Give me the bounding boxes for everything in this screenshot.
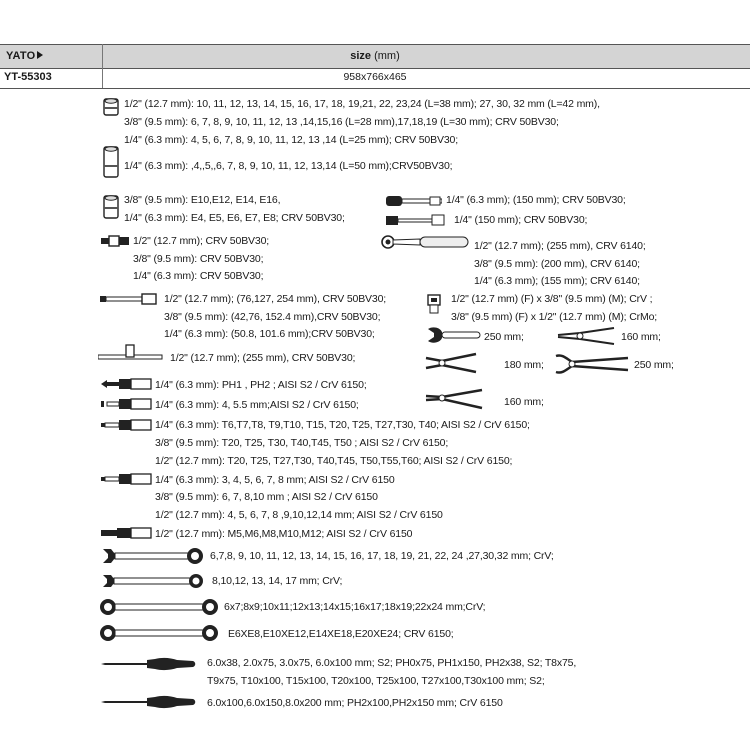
ratchet-spec-3: 1/4" (6.3 mm); (155 mm); CRV 6140; [474, 275, 640, 287]
ratchet-spec-1: 1/2" (12.7 mm); (255 mm), CRV 6140; [474, 240, 646, 252]
diagonal-cutters-icon [424, 386, 484, 410]
socket-spec-line-1: 1/2" (12.7 mm): 10, 11, 12, 13, 14, 15, 16, 17, 18, 19,21, 22, 23,24 (L=38 mm); 27, 30, 32 mm (L=42 mm), [124, 98, 600, 110]
reducer-spec-1: 1/2" (12.7 mm) (F) x 3/8" (9.5 mm) (M); CrV ; [451, 293, 653, 305]
extension-spec-1: 1/2" (12.7 mm); (76,127, 254 mm), CRV 50BV30; [164, 293, 387, 305]
header-bottom-rule [0, 88, 750, 89]
model-code: YT-55303 [4, 71, 52, 83]
torx-ring-wrench-spec: E6XE8,E10XE12,E14XE18,E20XE24; CRV 6150; [228, 628, 454, 640]
torx-bit-spec-1: 1/4" (6.3 mm): T6,T7,T8, T9,T10, T15, T20, T25, T27,T30, T40; AISI S2 / CrV 6150; [155, 419, 530, 431]
ratcheting-wrench-icon [101, 573, 205, 589]
torx-bit-spec-2: 3/8" (9.5 mm): T20, T25, T30, T40,T45, T50 ; AISI S2 / CrV 6150; [155, 437, 449, 449]
torx-socket-spec-1: 3/8" (9.5 mm): E10,E12, E14, E16, [124, 194, 281, 206]
reducer-adapter-icon [426, 294, 442, 316]
sliding-bar-spec: 1/4" (150 mm); CRV 50BV30; [454, 214, 588, 226]
adapter-spec-3: 1/4" (6.3 mm): CRV 50BV30; [133, 270, 264, 282]
torx-bit-socket-icon [101, 418, 153, 432]
extension-spec-3: 1/4" (6.3 mm): (50.8, 101.6 mm);CRV 50BV30; [164, 328, 375, 340]
hex-bit-spec-2: 3/8" (9.5 mm): 6, 7, 8,10 mm ; AISI S2 / CrV 6150 [155, 491, 378, 503]
t-bar-icon [98, 343, 164, 367]
size-label: size [350, 50, 372, 62]
long-screwdriver-spec: 6.0x100,6.0x150,8.0x200 mm; PH2x100,PH2x150 mm; CrV 6150 [207, 697, 503, 709]
torx-socket-spec-2: 1/4" (6.3 mm): E4, E5, E6, E7, E8; CRV 50BV30; [124, 212, 345, 224]
hex-bit-spec-1: 1/4" (6.3 mm): 3, 4, 5, 6, 7, 8 mm; AISI S2 / CrV 6150 [155, 474, 395, 486]
combination-pliers-spec: 180 mm; [504, 359, 544, 371]
spline-bit-spec: 1/2" (12.7 mm): M5,M6,M8,M10,M12; AISI S2 / CrV 6150 [155, 528, 413, 540]
adapter-spec-1: 1/2" (12.7 mm); CRV 50BV30; [133, 235, 270, 247]
needle-pliers-spec: 160 mm; [621, 331, 661, 343]
socket-spec-line-3: 1/4" (6.3 mm): 4, 5, 6, 7, 8, 9, 10, 11, 12, 13 ,14 (L=25 mm); CRV 50BV30; [124, 134, 458, 146]
water-pump-pliers-icon [554, 352, 630, 376]
header-mid-rule [0, 68, 750, 69]
diagonal-cutters-spec: 160 mm; [504, 396, 544, 408]
ratchet-icon [380, 234, 470, 250]
socket-icon [103, 97, 119, 117]
screwdriver-spec-2: T9x75, T10x100, T15x100, T20x100, T25x100, T27x100,T30x100 mm; S2; [207, 675, 545, 687]
screwdriver-spec-1: 6.0x38, 2.0x75, 3.0x75, 6.0x100 mm; S2; PH0x75, PH1x150, PH2x38, S2; T8x75, [207, 657, 577, 669]
combination-wrench-icon [101, 546, 205, 566]
torx-socket-icon [103, 194, 119, 220]
long-screwdriver-icon [101, 693, 197, 711]
hex-bit-spec-3: 1/2" (12.7 mm): 4, 5, 6, 7, 8 ,9,10,12,14 mm; AISI S2 / CrV 6150 [155, 509, 443, 521]
socket-spec-line-2: 3/8" (9.5 mm): 6, 7, 8, 9, 10, 11, 12, 13 ,14,15,16 (L=28 mm),17,18,19 (L=30 mm); CRV 50BV30; [124, 116, 559, 128]
torx-bit-spec-3: 1/2" (12.7 mm): T20, T25, T27,T30, T40,T45, T50,T55,T60; AISI S2 / CrV 6150; [155, 455, 513, 467]
needle-nose-pliers-icon [556, 326, 616, 346]
size-column-header [0, 50, 750, 62]
t-bar-spec: 1/2" (12.7 mm); (255 mm), CRV 50BV30; [170, 352, 356, 364]
hex-bit-socket-icon [101, 472, 153, 486]
adapter-icon [101, 234, 131, 248]
deep-socket-icon [103, 145, 119, 179]
phillips-bit-socket-icon [101, 377, 153, 391]
size-unit: (mm) [374, 50, 400, 62]
screwdriver-icon [101, 655, 197, 673]
combination-pliers-icon [424, 352, 478, 374]
flat-bit-socket-icon [101, 397, 153, 411]
adjustable-wrench-icon [426, 326, 482, 344]
combination-wrench-spec: 6,7,8, 9, 10, 11, 12, 13, 14, 15, 16, 17, 18, 19, 21, 22, 24 ,27,30,32 mm; CrV; [210, 550, 554, 562]
ratcheting-wrench-spec: 8,10,12, 13, 14, 17 mm; CrV; [212, 575, 343, 587]
spline-bit-socket-icon [101, 526, 153, 540]
phillips-bit-spec: 1/4" (6.3 mm): PH1 , PH2 ; AISI S2 / CrV 6150; [155, 379, 367, 391]
extension-bar-icon [100, 292, 160, 306]
double-ring-wrench-icon [99, 598, 219, 616]
water-pump-pliers-spec: 250 mm; [634, 359, 674, 371]
double-ring-wrench-spec: 6x7;8x9;10x11;12x13;14x15;16x17;18x19;22x24 mm;CrV; [224, 601, 486, 613]
adjustable-wrench-spec: 250 mm; [484, 331, 524, 343]
screwdriver-handle-icon [386, 195, 442, 207]
brand-text: YATO [6, 50, 36, 62]
deep-socket-spec: 1/4" (6.3 mm): ,4,,5,,6, 7, 8, 9, 10, 11, 12, 13,14 (L=50 mm);CRV50BV30; [124, 160, 453, 172]
case-dimensions: 958x766x465 [343, 71, 407, 83]
adapter-spec-2: 3/8" (9.5 mm): CRV 50BV30; [133, 253, 264, 265]
flat-bit-spec: 1/4" (6.3 mm): 4, 5.5 mm;AISI S2 / CrV 6150; [155, 399, 359, 411]
header-top-rule [0, 44, 750, 45]
sliding-bar-icon [386, 213, 446, 227]
ratchet-spec-2: 3/8" (9.5 mm): (200 mm), CRV 6140; [474, 258, 640, 270]
extension-spec-2: 3/8" (9.5 mm): (42,76, 152.4 mm),CRV 50BV30; [164, 311, 381, 323]
reducer-spec-2: 3/8" (9.5 mm) (F) x 1/2" (12.7 mm) (M); CrMo; [451, 311, 658, 323]
screwdriver-handle-spec: 1/4" (6.3 mm); (150 mm); CRV 50BV30; [446, 194, 626, 206]
torx-ring-wrench-icon [99, 624, 219, 642]
